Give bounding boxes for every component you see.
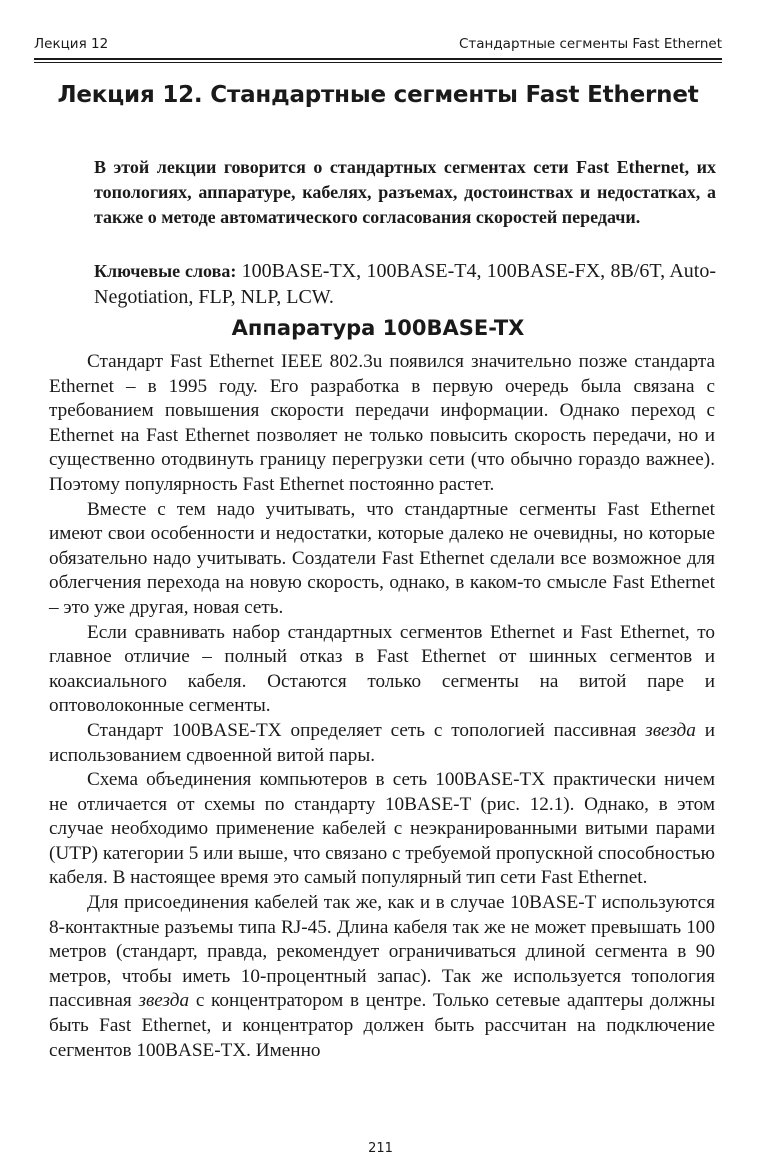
body-paragraph (49, 768, 715, 891)
page-number: 211 (368, 1141, 393, 1156)
running-header (34, 36, 722, 56)
body-paragraph (49, 891, 715, 1063)
paragraph-text: Если сравнивать набор стандартных сегментов Ethernet и Fast Ethernet, то главное отличие – полный отказ в Fast Ethernet от шинных сегментов и коаксиального кабеля. Остаются только сегменты на витой паре и оптоволоконные сегменты. (49, 621, 715, 717)
body-paragraph (49, 719, 715, 768)
paragraph-text: Вместе с тем надо учитывать, что стандартные сегменты Fast Ethernet имеют свои особенности и недостатки, которые далеко не очевидны, но которые обязательно надо учитывать. Создатели Fast Ethernet сделали все возможное для облегчения перехода на новую скорость, однако, в каком-то смысле Fast Ethernet – это уже другая, новая сеть. (49, 498, 715, 618)
italic-term: звезда (645, 719, 696, 741)
section-title: Аппаратура 100BASE-TX (231, 316, 525, 340)
paragraph-text: Схема объединения компьютеров в сеть 100BASE-TX практически ничем не отличается от схемы по стандарту 10BASE-T (рис. 12.1). Однако, в этом случае необходимо применение кабелей с неэкранированными витыми парами (UTP) категории 5 или выше, что связано с требуемой пропускной способностью кабеля. В настоящее время это самый популярный тип сети Fast Ethernet. (49, 769, 715, 889)
paragraph-text: Стандарт Fast Ethernet IEEE 802.3u появился значительно позже стандарта Ethernet – в 1995 году. Его разработка в первую очередь была связана с требованием повышения скорости передачи информации. Однако переход с Ethernet на Fast Ethernet позволяет не только повысить скорость передачи, но и существенно отодвинуть границу перегрузки сети (что обычно гораздо важнее). Поэтому популярность Fast Ethernet постоянно растет. (49, 351, 715, 495)
keywords-text: 100BASE-TX, 100BASE-T4, 100BASE-FX, 8B/6T, Auto-Negotiation, FLP, NLP, LCW. (94, 260, 717, 308)
header-rule (34, 58, 722, 63)
lecture-title: Лекция 12. Стандартные сегменты Fast Ethernet (57, 82, 699, 108)
body-paragraph (49, 621, 715, 719)
paragraph-text: Стандарт 100BASE-TX определяет сеть с топологией пассивная (87, 719, 646, 741)
body-text (49, 350, 715, 1063)
keywords (94, 258, 716, 310)
running-header-left: Лекция 12 (34, 36, 109, 52)
body-paragraph (49, 350, 715, 498)
body-paragraph (49, 498, 715, 621)
paragraph-text: и использованием сдвоенной витой пары. (49, 719, 715, 766)
italic-term: звезда (138, 990, 190, 1012)
keywords-label: Ключевые слова: (94, 261, 237, 281)
paragraph-text: Для присоединения кабелей так же, как и в случае 10BASE-T используются 8-контактные разъемы типа RJ-45. Длина кабеля так же не может превышать 100 метров (стандарт, правда, рекомендует ограничиваться длиной сегмента в 90 метров, чтобы иметь 10-процентный запас). Так же используется топология пассивная (49, 892, 715, 1012)
abstract: В этой лекции говорится о стандартных сегментах сети Fast Ethernet, их топологиях, аппаратуре, кабелях, разъемах, достоинствах и недостатках, а также о методе автоматического согласования скоростей передачи. (94, 157, 716, 227)
paragraph-text: с концентратором в центре. Только сетевые адаптеры должны быть Fast Ethernet, и концентратор должен быть рассчитан на подключение сегментов 100BASE-TX. Именно (49, 990, 715, 1061)
running-header-right: Стандартные сегменты Fast Ethernet (458, 36, 722, 52)
